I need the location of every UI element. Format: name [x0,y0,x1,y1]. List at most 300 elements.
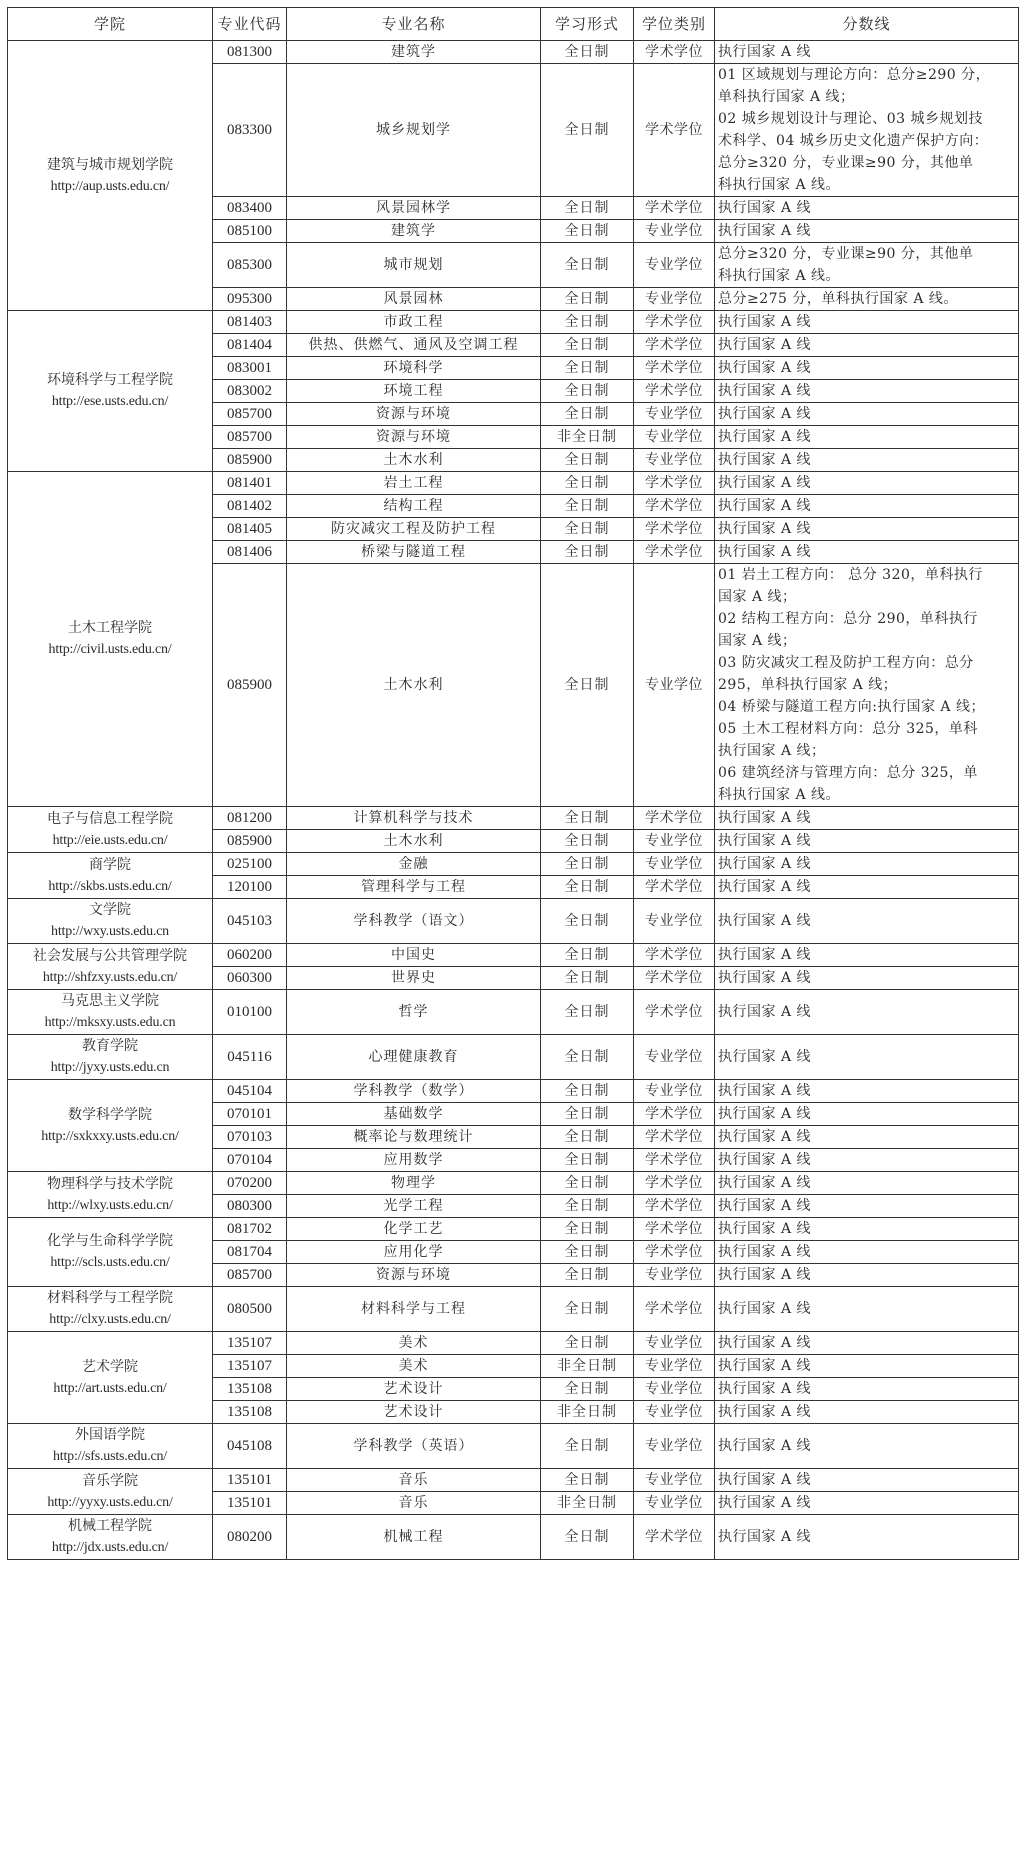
study-mode-cell: 全日制 [541,472,634,495]
degree-type-cell: 专业学位 [634,288,715,311]
college-cell [8,1287,213,1332]
study-mode-cell: 全日制 [541,899,634,944]
major-name-cell: 化学工艺 [287,1218,541,1241]
degree-type-cell: 专业学位 [634,403,715,426]
study-mode-cell: 非全日制 [541,1401,634,1424]
degree-type-cell: 学术学位 [634,1149,715,1172]
score-line-cell [715,1332,1019,1355]
major-code-cell: 081702 [213,1218,287,1241]
college-url-link[interactable]: http://skbs.usts.edu.cn/ [48,878,172,894]
degree-type-cell: 学术学位 [634,1515,715,1560]
college-cell [8,944,213,990]
score-line-cell [715,311,1019,334]
college-name: 马克思主义学院 [61,993,159,1009]
study-mode-cell: 全日制 [541,1378,634,1401]
score-line-cell [715,197,1019,220]
study-mode-cell: 全日制 [541,853,634,876]
major-name-cell: 学科教学（英语） [287,1424,541,1469]
score-line-cell [715,1195,1019,1218]
score-line-text: 执行国家 A 线 [718,337,812,353]
header-major-code: 专业代码 [213,8,287,41]
major-name-cell: 建筑学 [287,220,541,243]
table-row [8,41,1019,64]
score-line-cell [715,41,1019,64]
score-line-text: 06 建筑经济与管理方向：总分 325，单 [718,765,978,781]
table-row [8,1287,1019,1332]
major-name-cell: 城乡规划学 [287,64,541,197]
major-code-cell: 083002 [213,380,287,403]
degree-type-cell: 学术学位 [634,495,715,518]
study-mode-cell: 全日制 [541,876,634,899]
degree-type-cell: 专业学位 [634,1401,715,1424]
degree-type-cell: 学术学位 [634,380,715,403]
degree-type-cell: 专业学位 [634,220,715,243]
college-url-link[interactable]: http://scls.usts.edu.cn/ [50,1255,170,1270]
major-name-cell: 艺术设计 [287,1401,541,1424]
degree-type-cell: 学术学位 [634,876,715,899]
score-line-cell [715,1126,1019,1149]
score-line-cell [715,1355,1019,1378]
major-code-cell: 081405 [213,518,287,541]
college-name: 数学科学学院 [68,1106,152,1123]
major-name-cell: 世界史 [287,967,541,990]
score-line-cell [715,1264,1019,1287]
score-line-text: 执行国家 A 线 [718,44,812,60]
degree-type-cell: 专业学位 [634,243,715,288]
major-name-cell: 土木水利 [287,830,541,853]
table-row [8,853,1019,876]
score-line-text: 04 桥梁与隧道工程方向:执行国家 A 线； [718,699,985,715]
college-url-link[interactable]: http://wlxy.usts.edu.cn/ [47,1197,173,1213]
study-mode-cell: 全日制 [541,311,634,334]
study-mode-cell: 全日制 [541,288,634,311]
score-line-text: 执行国家 A 线 [718,1198,812,1214]
major-code-cell: 081406 [213,541,287,564]
score-line-text: 总分≥320 分，专业课≥90 分，其他单 [718,155,974,171]
major-code-cell: 080200 [213,1515,287,1560]
degree-type-cell: 学术学位 [634,518,715,541]
degree-type-cell: 专业学位 [634,1424,715,1469]
college-url-link[interactable]: http://sfs.usts.edu.cn/ [52,1449,167,1464]
degree-type-cell: 专业学位 [634,1080,715,1103]
study-mode-cell: 全日制 [541,220,634,243]
score-line-text: 执行国家 A 线 [718,1152,812,1168]
major-code-cell: 135101 [213,1492,287,1515]
degree-type-cell: 专业学位 [634,1492,715,1515]
college-url-link[interactable]: http://jdx.usts.edu.cn/ [51,1540,169,1555]
score-line-text: 执行国家 A 线 [718,1358,812,1374]
score-line-cell [715,334,1019,357]
college-name: 土木工程学院 [68,620,152,636]
study-mode-cell: 全日制 [541,1515,634,1560]
major-code-cell: 070200 [213,1172,287,1195]
score-line-text: 执行国家 A 线 [718,856,812,872]
college-name: 环境科学与工程学院 [47,372,173,388]
major-code-cell: 081403 [213,311,287,334]
study-mode-cell: 全日制 [541,990,634,1035]
study-mode-cell: 全日制 [541,357,634,380]
score-line-text: 总分≥275 分，单科执行国家 A 线。 [718,291,958,307]
major-code-cell: 081402 [213,495,287,518]
college-name: 材料科学与工程学院 [47,1290,173,1306]
major-code-cell: 081404 [213,334,287,357]
admission-score-table [7,7,1019,1560]
college-cell [8,472,213,807]
score-line-text: 执行国家 A 线； [718,743,826,759]
major-code-cell: 083001 [213,357,287,380]
score-line-cell [715,807,1019,830]
score-line-text: 03 防灾减灾工程及防护工程方向：总分 [718,655,974,671]
major-name-cell: 桥梁与隧道工程 [287,541,541,564]
study-mode-cell: 全日制 [541,197,634,220]
college-name: 商学院 [89,856,131,873]
degree-type-cell: 学术学位 [634,1287,715,1332]
degree-type-cell: 学术学位 [634,357,715,380]
score-line-cell [715,876,1019,899]
major-code-cell: 080300 [213,1195,287,1218]
score-line-cell [715,220,1019,243]
study-mode-cell: 全日制 [541,564,634,807]
score-line-text: 执行国家 A 线 [718,544,812,560]
major-code-cell: 045108 [213,1424,287,1469]
major-name-cell: 艺术设计 [287,1378,541,1401]
major-name-cell: 防灾减灾工程及防护工程 [287,518,541,541]
study-mode-cell: 全日制 [541,1241,634,1264]
major-name-cell: 资源与环境 [287,403,541,426]
college-url-link[interactable]: http://civil.usts.edu.cn/ [48,642,172,657]
study-mode-cell: 全日制 [541,541,634,564]
score-line-text: 术科学、04 城乡历史文化遗产保护方向： [718,133,989,149]
score-line-cell [715,1378,1019,1401]
score-line-cell [715,449,1019,472]
degree-type-cell: 学术学位 [634,807,715,830]
major-code-cell: 085700 [213,1264,287,1287]
college-url-link[interactable]: http://shfzxy.usts.edu.cn/ [42,969,178,985]
study-mode-cell: 全日制 [541,1469,634,1492]
score-line-cell [715,1515,1019,1560]
major-name-cell: 土木水利 [287,449,541,472]
major-name-cell: 应用数学 [287,1149,541,1172]
college-name: 音乐学院 [82,1472,138,1489]
study-mode-cell: 全日制 [541,967,634,990]
college-name: 教育学院 [82,1038,138,1054]
score-line-text: 执行国家 A 线 [718,314,812,330]
study-mode-cell: 全日制 [541,1287,634,1332]
score-line-text: 执行国家 A 线 [718,1244,812,1260]
degree-type-cell: 学术学位 [634,1103,715,1126]
college-cell [8,41,213,311]
degree-type-cell: 专业学位 [634,899,715,944]
study-mode-cell: 全日制 [541,1126,634,1149]
degree-type-cell: 学术学位 [634,1195,715,1218]
major-name-cell: 美术 [287,1355,541,1378]
score-line-text: 执行国家 A 线 [718,452,812,468]
study-mode-cell: 全日制 [541,944,634,967]
major-name-cell: 土木水利 [287,564,541,807]
degree-type-cell: 学术学位 [634,197,715,220]
college-name: 电子与信息工程学院 [47,810,173,827]
degree-type-cell: 专业学位 [634,564,715,807]
table-row [8,1424,1019,1469]
degree-type-cell: 专业学位 [634,830,715,853]
degree-type-cell: 学术学位 [634,990,715,1035]
table-row [8,899,1019,944]
major-code-cell: 070103 [213,1126,287,1149]
score-line-text: 执行国家 A 线 [718,406,812,422]
major-name-cell: 资源与环境 [287,426,541,449]
score-line-cell [715,1080,1019,1103]
degree-type-cell: 学术学位 [634,944,715,967]
table-row [8,1080,1019,1103]
major-code-cell: 095300 [213,288,287,311]
score-line-text: 单科执行国家 A 线； [718,89,855,105]
score-line-text: 01 区域规划与理论方向：总分≥290 分， [718,67,991,83]
score-line-text: 02 城乡规划设计与理论、03 城乡规划技 [718,111,984,127]
major-code-cell: 135108 [213,1378,287,1401]
score-line-cell [715,288,1019,311]
major-name-cell: 风景园林学 [287,197,541,220]
study-mode-cell: 全日制 [541,64,634,197]
degree-type-cell: 专业学位 [634,1332,715,1355]
major-name-cell: 概率论与数理统计 [287,1126,541,1149]
score-line-cell [715,1401,1019,1424]
college-cell [8,1035,213,1080]
score-line-text: 执行国家 A 线 [718,1049,812,1065]
study-mode-cell: 全日制 [541,1218,634,1241]
major-name-cell: 城市规划 [287,243,541,288]
major-name-cell: 管理科学与工程 [287,876,541,899]
college-cell [8,1218,213,1287]
major-code-cell: 085700 [213,403,287,426]
score-line-cell [715,830,1019,853]
college-name: 外国语学院 [75,1427,145,1443]
score-line-text: 执行国家 A 线 [718,879,812,895]
major-code-cell: 083300 [213,64,287,197]
college-url-link[interactable]: http://yyxy.usts.edu.cn/ [47,1494,173,1510]
college-cell [8,1172,213,1218]
score-line-text: 执行国家 A 线 [718,833,812,849]
score-line-text: 执行国家 A 线 [718,521,812,537]
major-code-cell: 085100 [213,220,287,243]
degree-type-cell: 学术学位 [634,1241,715,1264]
degree-type-cell: 专业学位 [634,1264,715,1287]
degree-type-cell: 专业学位 [634,1035,715,1080]
major-name-cell: 心理健康教育 [287,1035,541,1080]
score-line-text: 科执行国家 A 线。 [718,177,841,193]
score-line-text: 执行国家 A 线 [718,1438,812,1454]
score-line-text: 执行国家 A 线 [718,1495,812,1511]
study-mode-cell: 全日制 [541,449,634,472]
table-row [8,1332,1019,1355]
college-name: 机械工程学院 [68,1518,152,1534]
college-cell [8,311,213,472]
score-line-cell [715,1172,1019,1195]
major-name-cell: 光学工程 [287,1195,541,1218]
college-url-link[interactable]: http://eie.usts.edu.cn/ [52,832,168,848]
major-name-cell: 结构工程 [287,495,541,518]
score-line-text: 执行国家 A 线 [718,1267,812,1283]
study-mode-cell: 非全日制 [541,1492,634,1515]
score-line-text: 执行国家 A 线 [718,383,812,399]
degree-type-cell: 专业学位 [634,426,715,449]
score-line-cell [715,899,1019,944]
major-code-cell: 085300 [213,243,287,288]
major-code-cell: 010100 [213,990,287,1035]
study-mode-cell: 全日制 [541,1195,634,1218]
major-code-cell: 045116 [213,1035,287,1080]
score-line-text: 执行国家 A 线 [718,1083,812,1099]
table-row [8,472,1019,495]
major-name-cell: 市政工程 [287,311,541,334]
study-mode-cell: 全日制 [541,1424,634,1469]
score-line-text: 执行国家 A 线 [718,970,812,986]
college-url-link[interactable]: http://wxy.usts.edu.cn [51,924,169,939]
major-name-cell: 建筑学 [287,41,541,64]
table-row [8,1218,1019,1241]
score-line-cell [715,1469,1019,1492]
score-line-text: 国家 A 线； [718,589,797,605]
major-code-cell: 081200 [213,807,287,830]
college-cell [8,807,213,853]
major-name-cell: 学科教学（语文） [287,899,541,944]
score-line-text: 执行国家 A 线 [718,1106,812,1122]
major-code-cell: 135101 [213,1469,287,1492]
major-name-cell: 学科教学（数学） [287,1080,541,1103]
major-name-cell: 物理学 [287,1172,541,1195]
score-line-text: 执行国家 A 线 [718,223,812,239]
college-name: 物理科学与技术学院 [47,1175,173,1192]
major-code-cell: 060300 [213,967,287,990]
header-college: 学院 [8,8,213,41]
score-line-text: 执行国家 A 线 [718,1004,812,1020]
major-code-cell: 135107 [213,1355,287,1378]
college-name: 建筑与城市规划学院 [47,156,173,173]
degree-type-cell: 学术学位 [634,967,715,990]
table-row [8,311,1019,334]
college-url-link[interactable]: http://aup.usts.edu.cn/ [50,178,170,194]
major-name-cell: 材料科学与工程 [287,1287,541,1332]
college-cell [8,1469,213,1515]
score-line-cell [715,1035,1019,1080]
college-url-link[interactable]: http://jyxy.usts.edu.cn [50,1060,170,1075]
major-code-cell: 135108 [213,1401,287,1424]
degree-type-cell: 专业学位 [634,1355,715,1378]
major-code-cell: 085900 [213,830,287,853]
degree-type-cell: 学术学位 [634,472,715,495]
table-row [8,1515,1019,1560]
header-degree-type: 学位类别 [634,8,715,41]
score-line-text: 国家 A 线； [718,633,797,649]
major-code-cell: 081704 [213,1241,287,1264]
score-line-text: 执行国家 A 线 [718,913,812,929]
table-row [8,807,1019,830]
score-line-text: 执行国家 A 线 [718,475,812,491]
score-line-cell [715,357,1019,380]
major-code-cell: 081401 [213,472,287,495]
score-line-text: 01 岩土工程方向： 总分 320，单科执行 [718,567,983,583]
score-line-cell [715,853,1019,876]
score-line-cell [715,64,1019,197]
major-name-cell: 机械工程 [287,1515,541,1560]
score-line-text: 执行国家 A 线 [718,1129,812,1145]
study-mode-cell: 全日制 [541,41,634,64]
study-mode-cell: 全日制 [541,830,634,853]
table-row [8,1035,1019,1080]
major-name-cell: 环境科学 [287,357,541,380]
college-url-link[interactable]: http://ese.usts.edu.cn/ [51,394,169,409]
score-line-cell [715,1149,1019,1172]
header-study-mode: 学习形式 [541,8,634,41]
college-cell [8,1424,213,1469]
score-line-cell [715,990,1019,1035]
major-name-cell: 供热、供燃气、通风及空调工程 [287,334,541,357]
study-mode-cell: 全日制 [541,518,634,541]
score-line-cell [715,1218,1019,1241]
college-name: 艺术学院 [82,1358,138,1375]
score-line-text: 02 结构工程方向：总分 290，单科执行 [718,611,978,627]
college-cell [8,1515,213,1560]
major-name-cell: 基础数学 [287,1103,541,1126]
college-url-link[interactable]: http://mksxy.usts.edu.cn [44,1015,176,1030]
score-line-text: 执行国家 A 线 [718,1335,812,1351]
major-name-cell: 中国史 [287,944,541,967]
study-mode-cell: 全日制 [541,495,634,518]
degree-type-cell: 学术学位 [634,1126,715,1149]
major-name-cell: 环境工程 [287,380,541,403]
score-line-text: 执行国家 A 线 [718,1529,812,1545]
major-code-cell: 081300 [213,41,287,64]
table-row [8,990,1019,1035]
score-line-cell [715,472,1019,495]
major-code-cell: 085900 [213,449,287,472]
study-mode-cell: 全日制 [541,243,634,288]
score-line-text: 执行国家 A 线 [718,1404,812,1420]
table-header-row [8,8,1019,41]
study-mode-cell: 全日制 [541,1035,634,1080]
study-mode-cell: 全日制 [541,1332,634,1355]
score-line-text: 执行国家 A 线 [718,360,812,376]
score-line-cell [715,518,1019,541]
score-line-cell [715,564,1019,807]
major-name-cell: 岩土工程 [287,472,541,495]
major-name-cell: 应用化学 [287,1241,541,1264]
major-name-cell: 哲学 [287,990,541,1035]
major-code-cell: 083400 [213,197,287,220]
major-code-cell: 025100 [213,853,287,876]
college-url-link[interactable]: http://art.usts.edu.cn/ [53,1380,167,1396]
degree-type-cell: 专业学位 [634,449,715,472]
major-code-cell: 135107 [213,1332,287,1355]
study-mode-cell: 全日制 [541,334,634,357]
study-mode-cell: 全日制 [541,807,634,830]
major-code-cell: 120100 [213,876,287,899]
study-mode-cell: 全日制 [541,1172,634,1195]
major-code-cell: 080500 [213,1287,287,1332]
header-score-line: 分数线 [715,8,1019,41]
score-line-text: 总分≥320 分，专业课≥90 分，其他单 [718,246,974,262]
major-name-cell: 金融 [287,853,541,876]
college-url-link[interactable]: http://sxkxxy.usts.edu.cn/ [41,1128,179,1144]
score-line-cell [715,944,1019,967]
college-url-link[interactable]: http://clxy.usts.edu.cn/ [49,1312,171,1327]
score-line-text: 科执行国家 A 线。 [718,787,841,803]
major-code-cell: 045103 [213,899,287,944]
study-mode-cell: 全日制 [541,403,634,426]
score-line-text: 执行国家 A 线 [718,1301,812,1317]
degree-type-cell: 学术学位 [634,64,715,197]
score-line-cell [715,1241,1019,1264]
score-line-cell [715,403,1019,426]
